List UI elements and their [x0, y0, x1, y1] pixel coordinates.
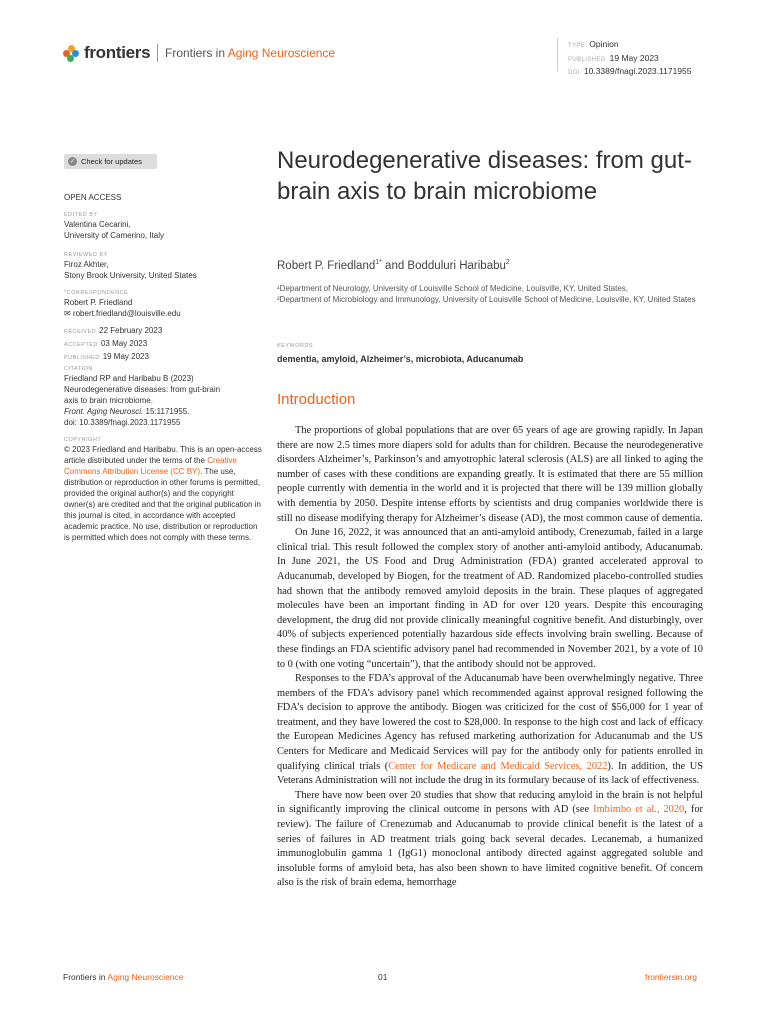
accepted-date: 03 May 2023	[100, 339, 148, 348]
citation-block	[64, 365, 264, 428]
cc-license-link[interactable]: Creative Commons Attribution License (CC BY)	[64, 456, 237, 476]
paragraph	[277, 789, 703, 891]
journal-name[interactable]	[165, 46, 335, 60]
meta-divider	[557, 38, 558, 71]
doi-value[interactable]: 10.3389/fnagi.2023.1171955	[583, 66, 692, 76]
edited-by-label: EDITED BY	[64, 212, 98, 218]
citation-journal: Front. Aging Neurosci.	[64, 407, 144, 416]
published-label-side: PUBLISHED	[64, 355, 100, 361]
copyright-text-2: . The use, distribution or reproduction in other forums is permitted, provided the original author(s) and the copyright owner(s) are credited and that the original publication in this journal is cited, in accordance with accepted academic practice. No use, distribution or reproduction is permitted which does not comply with these terms.	[64, 467, 262, 542]
section-heading: Introduction	[277, 391, 356, 408]
header-divider	[157, 44, 158, 62]
type-value: Opinion	[589, 39, 619, 49]
article-title: Neurodegenerative diseases: from gut-brain axis to brain microbiome	[277, 147, 692, 205]
published-value: 19 May 2023	[609, 52, 659, 63]
published-label: PUBLISHED	[568, 56, 606, 63]
author-1-sup: 1*	[375, 259, 382, 266]
correspondence-email-row[interactable]	[64, 308, 264, 319]
copyright-text-1: © 2023 Friedland and Haribabu. This is an open-access article distributed under the terms of the	[64, 445, 262, 465]
correspondence-block	[64, 289, 264, 319]
article-body	[277, 424, 703, 891]
citation-line: axis to brain microbiome.	[64, 396, 153, 405]
paragraph-text: ). In addition, the US Veterans Administration will not include the drug in its formulary because of its lack of effectiveness.	[277, 760, 703, 787]
copyright-block	[64, 436, 262, 543]
logo-text: frontiers	[84, 43, 151, 62]
reviewer-name: Firoz Akhter,	[64, 260, 109, 269]
affiliations	[277, 283, 697, 305]
open-access-label: OPEN ACCESS	[64, 193, 122, 202]
citation-label: CITATION	[64, 366, 93, 372]
journal-title: Aging Neuroscience	[227, 46, 336, 60]
doi-label: DOI	[568, 70, 580, 76]
envelope-icon: ✉	[64, 309, 73, 318]
citation-volume: 15:1171955.	[143, 407, 190, 416]
footer-journal	[63, 972, 184, 982]
affiliation-2: ²Department of Microbiology and Immunology, University of Louisville School of Medicine, Louisville, KY, United States	[277, 295, 696, 304]
correspondence-name: Robert P. Friedland	[64, 298, 133, 307]
footer-site-link[interactable]: frontiersin.org	[645, 972, 697, 982]
keywords: dementia, amyloid, Alzheimer’s, microbiota, Aducanumab	[277, 354, 524, 364]
frontiers-logo[interactable]	[63, 43, 150, 63]
paragraph: On June 16, 2022, it was announced that an anti-amyloid antibody, Crenezumab, failed in a large clinical trial. This result followed the complex story of another anti-amyloid antibody, Aducanumab. In June 2021, the US Food and Drug Administration (FDA) granted accelerated approval to Aducanumab, developed by Biogen, for the treatment of AD. Randomized placebo-controlled studies had shown that the antibody removed amyloid deposits in the brain. These plaques of aggregated molecules have been an important finding in AD for over 120 years. Despite this encouraging development, the drug did not provide clinically meaningful cognitive benefit. And disturbingly, over 40% of subjects experienced potentially hazardous side effects involving brain swelling. Because of these findings an FDA scientific advisory panel had recommended in November 2021, by a vote of 10 to 0 (with one voting “uncertain”), that the antibody should not be approved.	[277, 527, 703, 670]
paragraph-text: Responses to the FDA’s approval of the Aducanumab have been overwhelmingly negative. Three members of the FDA’s advisory panel which recommended against approval resigned following the FDA’s decision to approve the antibody. Biogen was criticized for the cost of $56,000 for 1 year of treatment, and they have lowered the cost to $28,000. In response to the high cost and lack of efficacy the European Medicines Agency has refused marketing authorization for Aducanumab and the US Centers for Medicare and Medicaid Services will pay for the antibody only for patients enrolled in qualifying clinical trials (	[277, 673, 703, 772]
author-2[interactable]: and Bodduluri Haribabu	[381, 259, 506, 272]
check-updates-icon: ✓	[69, 159, 76, 165]
reviewed-by-block	[64, 251, 264, 281]
citation-link[interactable]: Center for Medicare and Medicaid Services, 2022	[388, 760, 608, 772]
type-label: TYPE	[568, 43, 586, 49]
paragraph: The proportions of global populations that are over 65 years of age are growing rapidly. In Japan there are now 2.5 times more diapers sold for adults than for children. Because the neurodegenerative disorders Alzheimer’s, Parkinson’s and amyotrophic lateral sclerosis (ALS) are all linked to aging the number of cases with these conditions are expanding greatly. It is estimated that there are 55 million people currently with dementia in the world and it is projected that there will be 139 million globally with dementia by 2050. Despite intense efforts by scientists and drug companies worldwide there is still no disease modifying therapy for Alzheimer’s disease (AD), the most common cause of dementia.	[277, 425, 703, 524]
citation-doi[interactable]: doi: 10.3389/fnagi.2023.1171955	[64, 418, 181, 427]
paragraph-text: , for review). The failure of Crenezumab and Aducanumab to provide clinical benefit is the latest of a series of failures in AD treatment trials going back several decades. Lecanemab, a humanized immunoglobulin gamma 1 (IgG1) monoclonal antibody directed against aggregated soluble and insoluble forms of amyloid beta, has also been shown to have limited cognitive benefit. Of concern also is the risk of brain edema, hemorrhage	[277, 804, 704, 889]
journal-prefix: Frontiers in	[165, 46, 226, 60]
dates-block	[64, 325, 264, 364]
received-date: 22 February 2023	[99, 326, 163, 335]
accepted-label: ACCEPTED	[64, 342, 98, 348]
editor-affiliation: University of Camerino, Italy	[64, 231, 165, 240]
authors	[277, 259, 510, 272]
footer-prefix: Frontiers in	[63, 972, 106, 982]
footer-journal-name: Aging Neuroscience	[107, 972, 184, 982]
editor-name: Valentina Cecarini,	[64, 220, 131, 229]
reviewed-by-label: REVIEWED BY	[64, 252, 108, 258]
copyright-label: COPYRIGHT	[64, 437, 102, 443]
correspondence-email[interactable]: robert.friedland@louisville.edu	[72, 309, 181, 318]
keywords-label: KEYWORDS	[277, 343, 314, 349]
reviewer-affiliation: Stony Brook University, United States	[64, 271, 197, 280]
check-updates-label: Check for updates	[81, 157, 142, 166]
affiliation-1: ¹Department of Neurology, University of Louisville School of Medicine, Louisville, KY, United States,	[277, 284, 628, 293]
edited-by-block	[64, 211, 264, 241]
citation-link[interactable]: Imbimbo et al., 2020	[593, 804, 685, 816]
published-date: 19 May 2023	[102, 352, 149, 361]
paragraph	[277, 672, 703, 789]
author-2-sup: 2	[505, 259, 510, 266]
correspondence-label: *CORRESPONDENCE	[64, 290, 129, 296]
page-number: 01	[378, 972, 388, 982]
check-for-updates-button[interactable]	[64, 154, 157, 169]
paragraph-text: There have now been over 20 studies that show that reducing amyloid in the brain is not helpful in significantly improving the clinical outcome in persons with AD (see	[277, 789, 703, 816]
article-meta	[568, 39, 692, 80]
frontiers-logo-icon	[63, 45, 80, 62]
citation-line: Friedland RP and Haribabu B (2023)	[64, 374, 194, 383]
received-label: RECEIVED	[64, 329, 97, 335]
copyright-text	[64, 444, 262, 543]
author-1[interactable]: Robert P. Friedland	[277, 259, 376, 272]
citation-line: Neurodegenerative diseases: from gut-brain	[64, 385, 221, 394]
